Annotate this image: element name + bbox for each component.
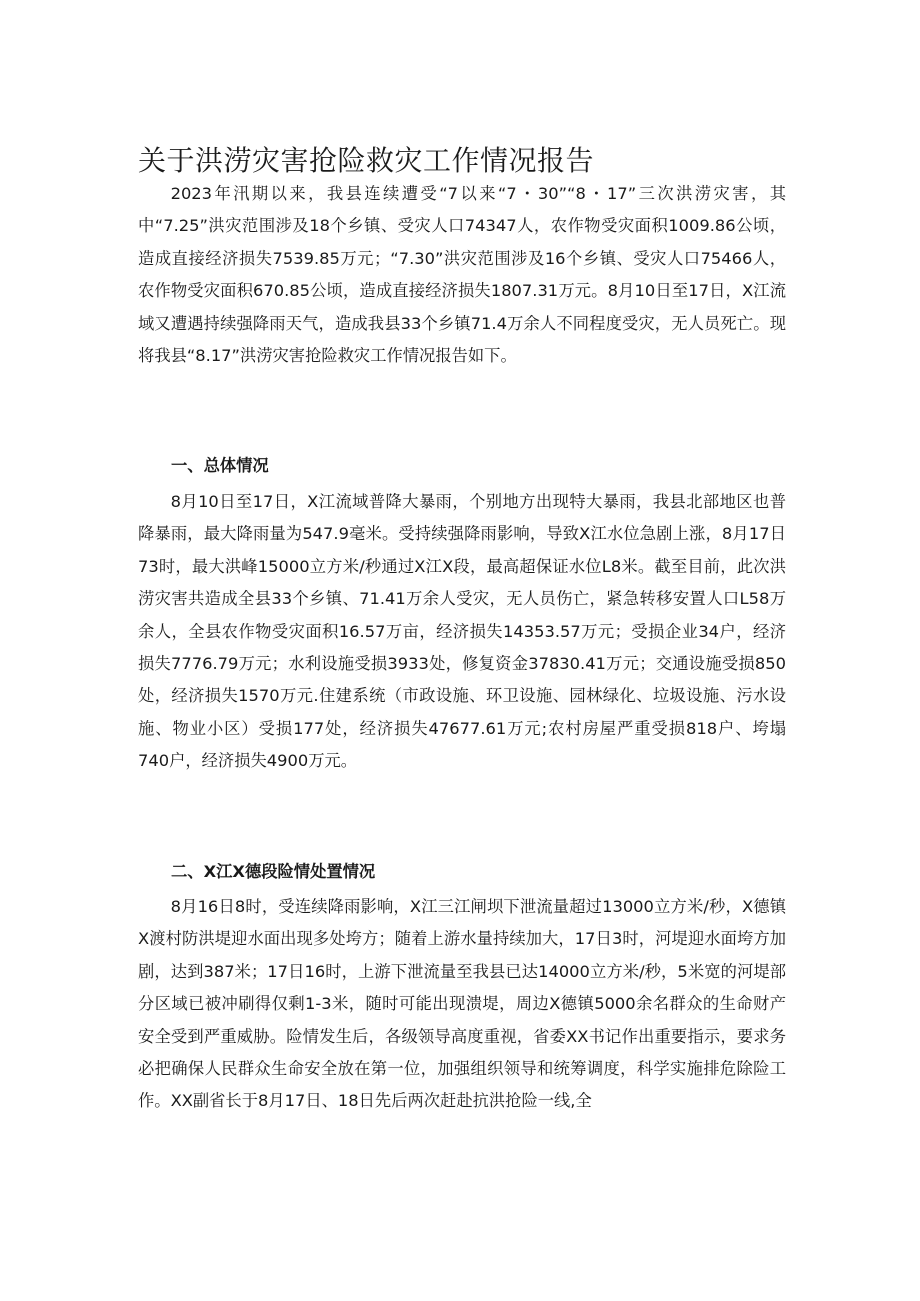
intro-paragraph: 2023年汛期以来，我县连续遭受“7以来“7・30”“8・17”三次洪涝灾害，其中“7.25”洪灾范围涉及18个乡镇、受灾人口74347人，农作物受灾面积1009.86公顷，造成直接经济损失7539.85万元；“7.30”洪灾范围涉及16个乡镇、受灾人口75466人，农作物受灾面积670.85公顷，造成直接经济损失1807.31万元。8月10日至17日，X江流域又遭遇持续强降雨天气，造成我县33个乡镇71.4万余人不同程度受灾，无人员死亡。现将我县“8.17”洪涝灾害抢险救灾工作情况报告如下。 — [138, 184, 786, 366]
section-heading-overview: 一、总体情况 — [171, 456, 269, 475]
page-title: 关于洪涝灾害抢险救灾工作情况报告 — [138, 144, 595, 177]
section-paragraph-overview: 8月10日至17日，X江流域普降大暴雨，个别地方出现特大暴雨，我县北部地区也普降暴雨，最大降雨量为547.9毫米。受持续强降雨影响，导致X江水位急剧上涨，8月17日73时，最大洪峰15000立方米/秒通过X江X段，最高超保证水位L8米。截至目前，此次洪涝灾害共造成全县33个乡镇、71.41万余人受灾，无人员伤亡，紧急转移安置人口L58万余人，全县农作物受灾面积16.57万亩，经济损失14353.57万元；受损企业34户，经济损失7776.79万元；水利设施受损3933处，修复资金37830.41万元；交通设施受损850处，经济损失1570万元.住建系统（市政设施、环卫设施、园林绿化、垃圾设施、污水设施、物业小区）受损177处，经济损失47677.61万元;农村房屋严重受损818户、垮塌740户，经济损失4900万元。 — [138, 492, 786, 771]
section-heading-danger-handling: 二、X江X德段险情处置情况 — [171, 862, 376, 881]
section-paragraph-danger-handling: 8月16日8时，受连续降雨影响，X江三江闸坝下泄流量超过13000立方米/秒，X德镇X渡村防洪堤迎水面出现多处垮方；随着上游水量持续加大，17日3时，河堤迎水面垮方加剧，达到387米；17日16时，上游下泄流量至我县已达14000立方米/秒，5米宽的河堤部分区域已被冲刷得仅剩1-3米，随时可能出现溃堤，周边X德镇5000余名群众的生命财产安全受到严重威胁。险情发生后，各级领导高度重视，省委XX书记作出重要指示，要求务必把确保人民群众生命安全放在第一位，加强组织领导和统筹调度，科学实施排危除险工作。XX副省长于8月17日、18日先后两次赶赴抗洪抢险一线,全 — [138, 897, 786, 1111]
